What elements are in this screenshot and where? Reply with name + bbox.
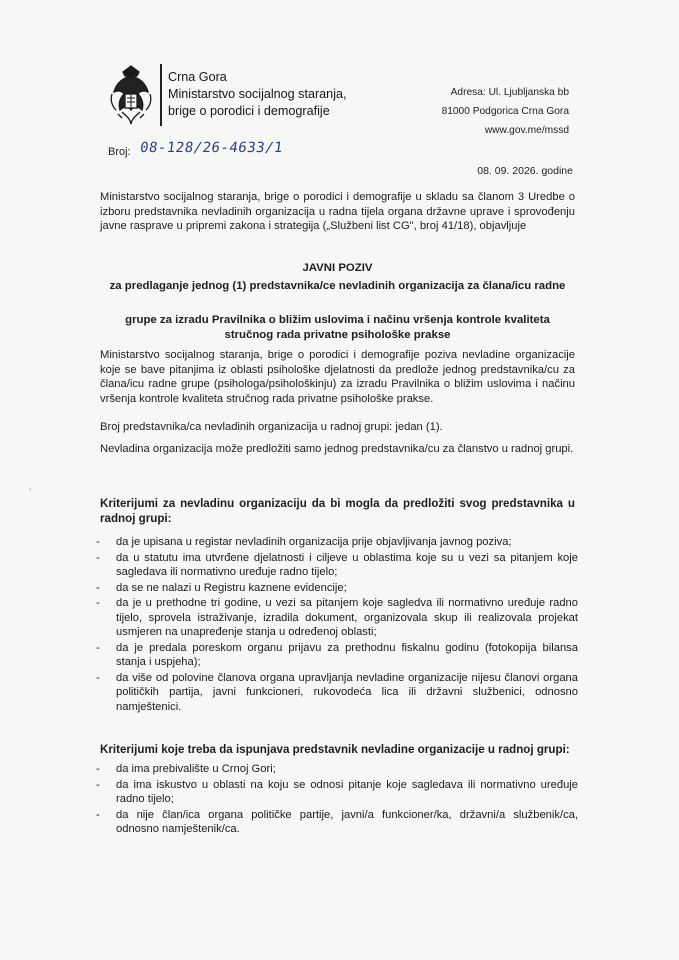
body-paragraph-3: Nevladina organizacija može predložiti samo jednog predstavnika/cu za članstvo u radnoj grupi.: [100, 443, 574, 455]
document-date: 08. 09. 2026. godine: [477, 165, 573, 177]
address-block: [442, 83, 569, 140]
criteria-rep-list: [96, 762, 578, 838]
ministry-name-line2: brige o porodici i demografije: [168, 104, 330, 118]
list-item: - da je upisana u registar nevladinih organizacija prije objavljivanja javnog poziva;: [96, 535, 578, 550]
body-paragraph-1: Ministarstvo socijalnog staranja, brige o porodici i demografije poziva nevladine organizacije koje se bave pitanjima iz oblasti psihološke djelatnosti da predlože jednog predstavnika/cu za člana/icu radne grupe (psihologa/psihološkinju) za izradu Pravilnika o bližim uslovima i načinu vršenja kontrole kvaliteta stručnog rada privatne psihološke prakse.: [100, 349, 575, 405]
list-item: - da se ne nalazi u Registru kaznene evidencije;: [96, 581, 578, 596]
list-item: - da je u prethodne tri godine, u vezi sa pitanjem koje sagledva ili normativno uređuje radno tijelo, sprovela istraživanje, izradila dokument, organizovala skup ili realizovala projekat usmjeren na unapređenje stanja u određenoj oblasti;: [96, 596, 578, 640]
address-city: 81000 Podgorica Crna Gora: [441, 106, 569, 117]
ministry-name-line1: Ministarstvo socijalnog staranja,: [168, 87, 347, 101]
scan-artifact-mark: ·: [28, 480, 33, 496]
header-divider: [160, 64, 162, 126]
organization-block: [168, 69, 347, 120]
criteria-org-list: [96, 535, 578, 715]
document-subtitle-2: grupe za izradu Pravilnika o bližim uslovima i načinu vršenja kontrole kvaliteta stručnog rada privatne psihološke prakse: [125, 314, 550, 341]
list-item: - da ima iskustvo u oblasti na koju se odnosi pitanje koje sagledava ili normativno uređuje radno tijelo;: [96, 778, 578, 807]
document-subtitle-1: za predlaganje jednog (1) predstavnika/ce nevladinih organizacija za člana/icu radne: [109, 280, 566, 292]
list-item: - da nije član/ica organa političke partije, javni/a funkcioner/ka, državni/a službenik/ca, odnosno namještenik/ca.: [96, 808, 578, 837]
country-name: Crna Gora: [168, 70, 227, 84]
list-item: - da više od polovine članova organa upravljanja nevladine organizacije nijesu članovi organa političkih partija, javni funkcioneri, rukovodeća lica ili državni službenici, odnosno namještenici.: [96, 671, 578, 715]
montenegro-coat-of-arms-icon: [108, 64, 154, 126]
address-street: Adresa: Ul. Ljubljanska bb: [450, 87, 569, 98]
reference-label: Broj:: [108, 146, 131, 158]
body-paragraph-2: Broj predstavnika/ca nevladinih organizacija u radnoj grupi: jedan (1).: [100, 421, 443, 433]
list-item: - da je predala poreskom organu prijavu za prethodnu fiskalnu godinu (fotokopija bilansa stanja i uspjeha);: [96, 641, 578, 670]
criteria-org-heading: Kriterijumi za nevladinu organizaciju da bi mogla da predložiti svog predstavnika u radnoj grupi:: [100, 497, 575, 525]
criteria-rep-heading: Kriterijumi koje treba da ispunjava predstavnik nevladine organizacije u radnoj grupi:: [100, 743, 570, 756]
list-item: - da ima prebivalište u Crnoj Gori;: [96, 762, 578, 777]
intro-paragraph: Ministarstvo socijalnog staranja, brige o porodici i demografije u skladu sa članom 3 Uredbe o izboru predstavnika nevladinih organizacija u radna tijela organa državne uprave i sprovođenju javne rasprave u pripremi zakona i strategija („Službeni list CG", broj 41/18), objavljuje: [100, 191, 575, 232]
document-title: JAVNI POZIV: [302, 262, 373, 274]
website: www.gov.me/mssd: [484, 125, 569, 136]
list-item: - da u statutu ima utvrđene djelatnosti i ciljeve u oblastima koje su u vezi sa pitanjem koje sagledava ili normativno uređuje radno tijelo;: [96, 551, 578, 580]
reference-number-handwritten: 08-128/26-4633/1: [138, 140, 284, 156]
